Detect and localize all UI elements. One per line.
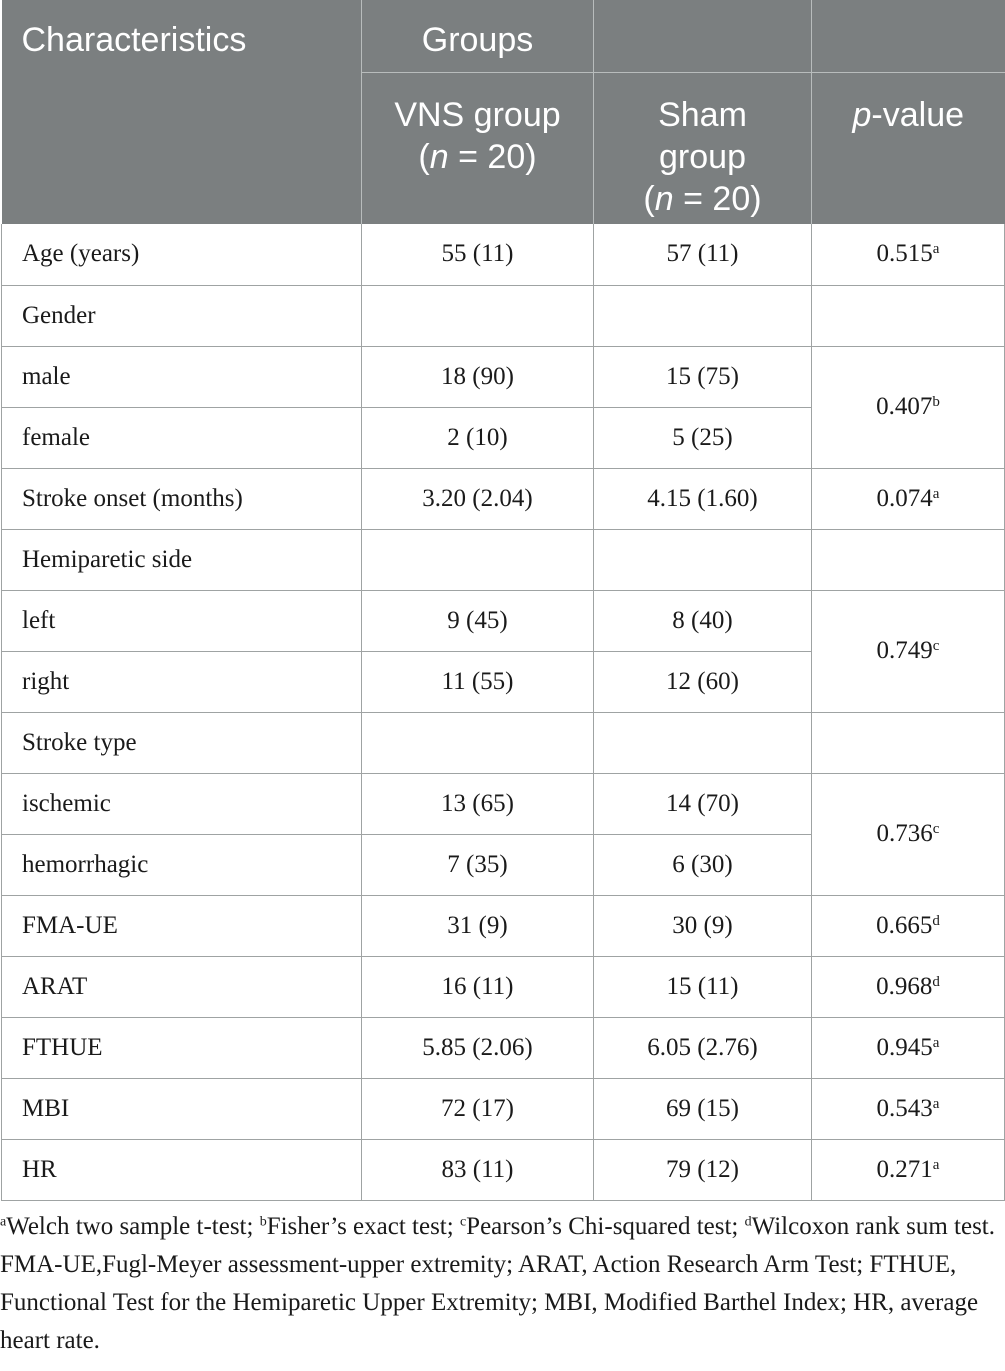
p-value-number: 0.749 (876, 637, 933, 664)
p-value (812, 285, 1005, 346)
vns-group-count: = 20) (448, 137, 537, 176)
vns-value: 16 (11) (362, 956, 594, 1017)
p-value-number: 0.945 (876, 1033, 933, 1061)
row-label: Stroke type (2, 712, 362, 773)
p-value-number: 0.543 (876, 1094, 933, 1122)
p-value-number: 0.407 (876, 393, 933, 420)
vns-value (362, 712, 594, 773)
header-pvalue (812, 72, 1005, 224)
vns-value (362, 285, 594, 346)
header-characteristics-label: Characteristics (21, 21, 247, 59)
vns-value (362, 529, 594, 590)
vns-group-n: n (429, 137, 449, 176)
table-row (2, 895, 1005, 956)
header-vns-group: VNS group (n = 20) (362, 72, 594, 224)
header-row-1 (2, 0, 1005, 72)
vns-value: 13 (65) (362, 773, 594, 834)
p-value-footnote-mark: a (932, 1034, 940, 1051)
header-characteristics (2, 0, 362, 224)
p-value-number: 0.271 (876, 1155, 933, 1183)
row-label: ARAT (2, 956, 362, 1017)
vns-value: 7 (35) (362, 834, 594, 895)
p-value-number: 0.074 (876, 484, 933, 512)
p-value-footnote-mark: a (932, 1095, 940, 1112)
vns-value: 3.20 (2.04) (362, 468, 594, 529)
vns-value: 55 (11) (362, 224, 594, 285)
sham-value: 4.15 (1.60) (594, 468, 812, 529)
p-value-number: 0.968 (876, 972, 933, 1000)
table-footnote (0, 1208, 1003, 1360)
sham-value: 57 (11) (594, 224, 812, 285)
sham-value: 12 (60) (594, 651, 812, 712)
footnote-mark-c: c (459, 1214, 467, 1230)
p-value-number: 0.515 (876, 240, 933, 268)
p-value-footnote-mark: c (932, 637, 940, 654)
table-row (2, 1139, 1005, 1200)
row-label: Gender (2, 285, 362, 346)
p-value (812, 773, 1005, 895)
table-row (2, 285, 1005, 346)
table-row (2, 529, 1005, 590)
table-row (2, 590, 1005, 651)
table-row (2, 1078, 1005, 1139)
row-label: MBI (2, 1078, 362, 1139)
vns-value: 31 (9) (362, 895, 594, 956)
header-groups-label: Groups (421, 21, 534, 59)
p-value-footnote-mark: c (932, 820, 940, 837)
header-sham-group: Sham group (n = 20) (594, 72, 812, 224)
header-blank-2 (812, 0, 1005, 72)
row-label: left (2, 590, 362, 651)
table-header (2, 0, 1005, 224)
table-body (2, 224, 1005, 1200)
footnote-text-b: Fisher’s exact test; (266, 1212, 460, 1240)
p-value (812, 956, 1005, 1017)
p-value-footnote-mark: a (932, 1156, 940, 1173)
vns-value: 83 (11) (362, 1139, 594, 1200)
sham-value: 30 (9) (594, 895, 812, 956)
vns-value: 2 (10) (362, 407, 594, 468)
header-groups (362, 0, 594, 72)
footnote-mark-d: d (744, 1214, 752, 1230)
pvalue-rest: -value (871, 95, 965, 134)
table-row (2, 712, 1005, 773)
sham-value: 69 (15) (594, 1078, 812, 1139)
vns-value: 18 (90) (362, 346, 594, 407)
p-value (812, 224, 1005, 285)
row-label: right (2, 651, 362, 712)
p-value-footnote-mark: d (932, 973, 940, 990)
sham-value: 6.05 (2.76) (594, 1017, 812, 1078)
row-label: Hemiparetic side (2, 529, 362, 590)
p-value-footnote-mark: a (932, 241, 940, 257)
sham-value (594, 529, 812, 590)
p-value (812, 590, 1005, 712)
p-value-number: 0.736 (876, 820, 933, 847)
row-label: hemorrhagic (2, 834, 362, 895)
row-label: FMA-UE (2, 895, 362, 956)
p-value (812, 712, 1005, 773)
row-label: Age (years) (2, 224, 362, 285)
sham-group-n: n (654, 179, 674, 218)
vns-value: 72 (17) (362, 1078, 594, 1139)
table-row (2, 224, 1005, 285)
footnote-mark-b: b (259, 1214, 267, 1230)
p-value (812, 1139, 1005, 1200)
sham-value (594, 712, 812, 773)
p-value (812, 468, 1005, 529)
header-blank-1 (594, 0, 812, 72)
vns-value: 11 (55) (362, 651, 594, 712)
table-row (2, 346, 1005, 407)
p-value-footnote-mark: b (932, 393, 940, 410)
sham-value: 14 (70) (594, 773, 812, 834)
sham-value: 15 (11) (594, 956, 812, 1017)
sham-group-label-2: group (659, 137, 746, 176)
sham-group-label-1: Sham (658, 95, 747, 134)
row-label: ischemic (2, 773, 362, 834)
p-value-number: 0.665 (876, 911, 933, 939)
sham-value: 8 (40) (594, 590, 812, 651)
sham-group-count: = 20) (673, 179, 762, 218)
footnote-text-a: Welch two sample t-test; (6, 1212, 260, 1240)
sham-value (594, 285, 812, 346)
pvalue-p: p (852, 95, 872, 134)
row-label: HR (2, 1139, 362, 1200)
table-row (2, 1017, 1005, 1078)
table-row (2, 956, 1005, 1017)
row-label: Stroke onset (months) (2, 468, 362, 529)
vns-value: 9 (45) (362, 590, 594, 651)
p-value (812, 529, 1005, 590)
characteristics-table (1, 0, 1005, 1201)
table-row (2, 468, 1005, 529)
row-label: male (2, 346, 362, 407)
p-value (812, 1017, 1005, 1078)
p-value (812, 346, 1005, 468)
footnote-mark-a: a (0, 1214, 7, 1230)
row-label: FTHUE (2, 1017, 362, 1078)
vns-group-label: VNS group (394, 95, 561, 134)
sham-value: 6 (30) (594, 834, 812, 895)
p-value (812, 895, 1005, 956)
sham-value: 15 (75) (594, 346, 812, 407)
p-value-footnote-mark: d (932, 912, 940, 929)
sham-value: 5 (25) (594, 407, 812, 468)
footnote-text-d: Wilcoxon rank sum test. FMA-UE,Fugl-Meyer assessment-upper extremity; ARAT, Action Research Arm Test; FTHUE, Functional Test for the Hemiparetic Upper Extremity; MBI, Modified Barthel Index; HR, average heart rate. (0, 1212, 996, 1354)
footnote-text-c: Pearson’s Chi-squared test; (466, 1212, 745, 1240)
p-value-footnote-mark: a (932, 485, 940, 502)
row-label: female (2, 407, 362, 468)
vns-value: 5.85 (2.06) (362, 1017, 594, 1078)
p-value (812, 1078, 1005, 1139)
sham-value: 79 (12) (594, 1139, 812, 1200)
table-row (2, 773, 1005, 834)
